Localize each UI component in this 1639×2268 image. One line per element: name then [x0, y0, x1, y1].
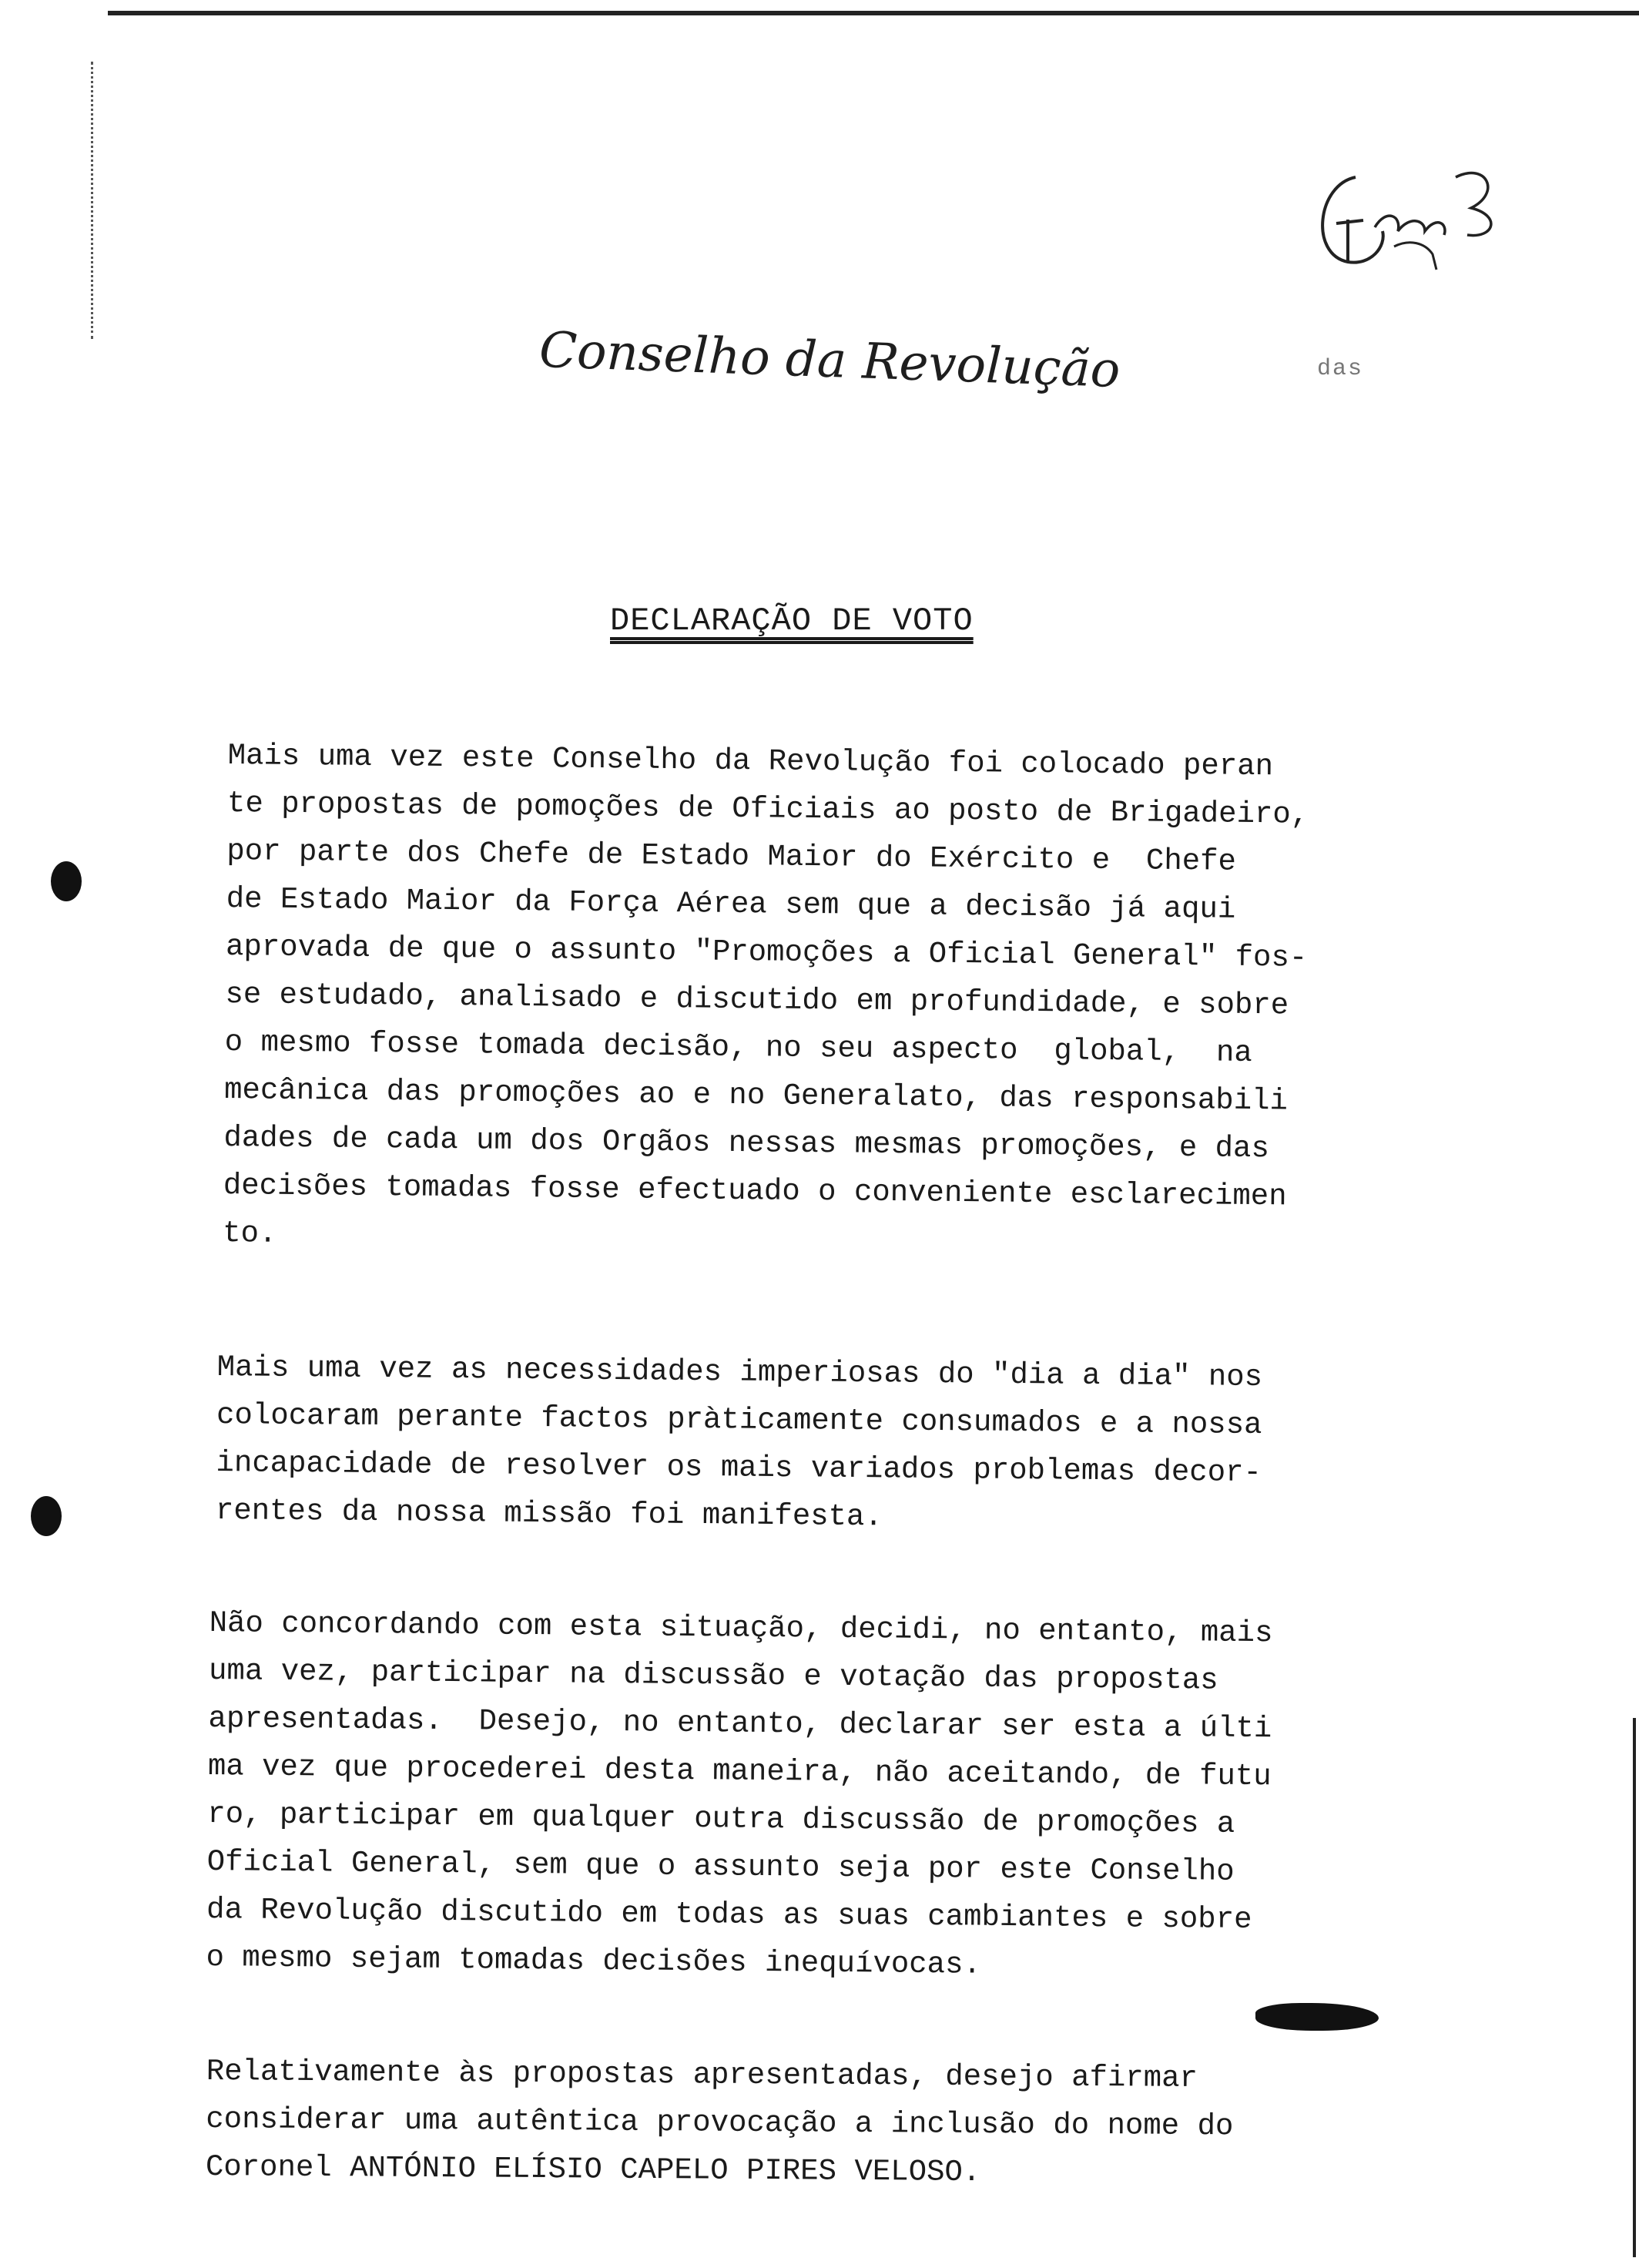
margin-note: das: [1317, 356, 1364, 382]
body-paragraph-2: Mais uma vez as necessidades imperiosas do "dia a dia" nos colocaram perante factos pràticamente consumados e a nossa incapacidade de resolver os mais variados problemas decor- rentes da nossa missão foi manifesta.: [215, 1350, 1263, 1535]
letterhead: Conselho da Revolução: [538, 321, 1121, 400]
document-title: DECLARAÇÃO DE VOTO: [610, 602, 974, 639]
page-top-border: [108, 11, 1639, 15]
punch-hole-lower: [31, 1496, 62, 1536]
ink-blot: [1255, 2003, 1379, 2031]
handwritten-signature: [1302, 146, 1533, 285]
punch-hole-upper: [51, 861, 82, 901]
scan-right-edge-line: [1633, 1718, 1636, 2257]
scan-left-edge-marks: [91, 62, 99, 339]
body-paragraph-3: Não concordando com esta situação, decidi, no entanto, mais uma vez, participar na discussão e votação das propostas apresentadas. Desejo, no entanto, declarar ser esta a últi ma vez que procederei desta maneira, não aceitando, de futu ro, participar em qualquer outra discussão de promoções a Oficial General, sem que o assunto seja por este Conselho da Revolução discutido em todas as suas cambiantes e sobre o mesmo sejam tomadas decisões inequívocas.: [206, 1605, 1273, 1982]
body-paragraph-1: Mais uma vez este Conselho da Revolução foi colocado peran te propostas de pomoções de Oficiais ao posto de Brigadeiro, por parte dos Chefe de Estado Maior do Exército e Chefe de Estado Maior da Força Aérea sem que a decisão já aqui aprovada de que o assunto "Promoções a Oficial General" fos- se estudado, analisado e discutido em profundidade, e sobre o mesmo fosse tomada decisão, no seu aspecto global, na mecânica das promoções ao e no Generalato, das responsabili dades de cada um dos Orgãos nessas mesmas promoções, e das decisões tomadas fosse efectuado o conveniente esclarecimen to.: [222, 738, 1309, 1251]
body-paragraph-4: Relativamente às propostas apresentadas, desejo afirmar considerar uma autêntica provocação a inclusão do nome do Coronel ANTÓNIO ELÍSIO CAPELO PIRES VELOSO.: [205, 2054, 1234, 2190]
